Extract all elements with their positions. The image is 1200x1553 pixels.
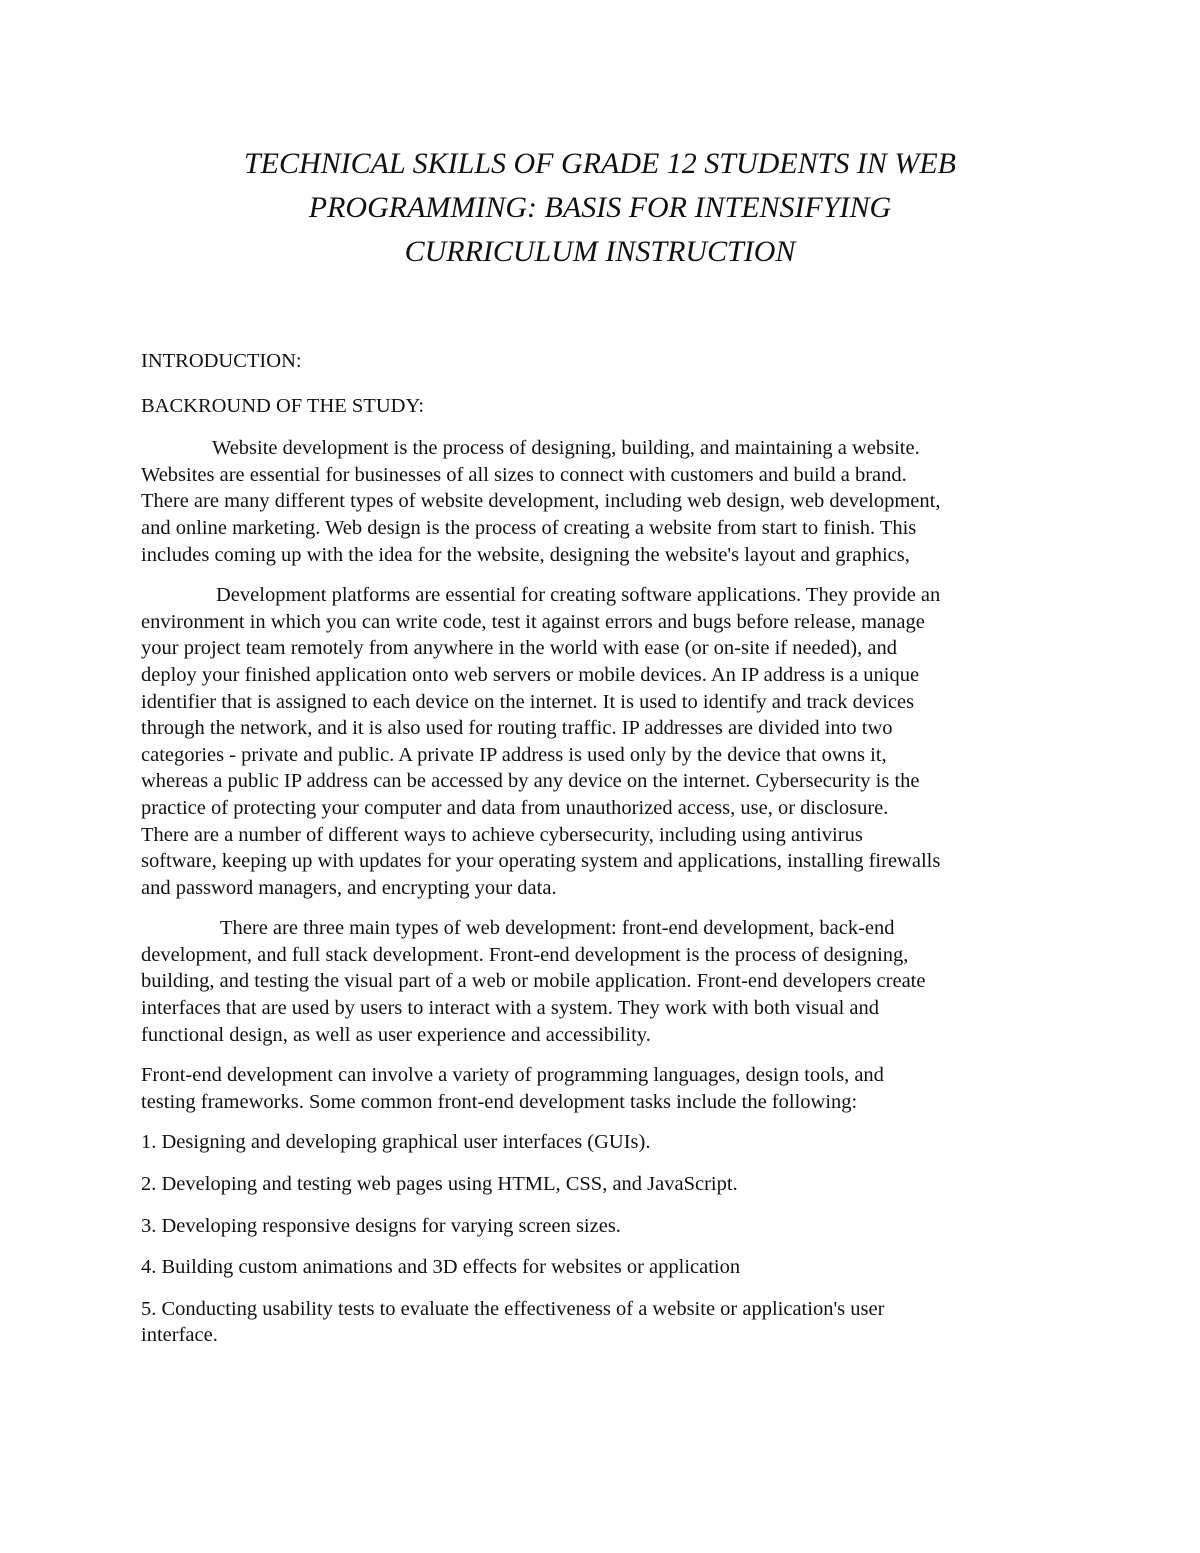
- paragraph-line: software, keeping up with updates for your operating system and applications, installing firewalls: [141, 850, 941, 873]
- paragraph-line: includes coming up with the idea for the website, designing the website's layout and graphics,: [141, 543, 910, 566]
- list-item: [141, 1254, 1061, 1281]
- list-item-text: 1. Designing and developing graphical user interfaces (GUIs).: [141, 1131, 651, 1154]
- list-item-text: interface.: [141, 1324, 218, 1347]
- paragraph-line: development, and full stack development. Front-end development is the process of designing,: [141, 943, 909, 966]
- list-item-text: 5. Conducting usability tests to evaluate the effectiveness of a website or application's user: [141, 1297, 885, 1320]
- list-item: [141, 1296, 1061, 1349]
- list-item-text: 2. Developing and testing web pages using HTML, CSS, and JavaScript.: [141, 1173, 738, 1196]
- paragraph-line: whereas a public IP address can be accessed by any device on the internet. Cybersecurity is the: [141, 770, 920, 793]
- paragraph-line: and password managers, and encrypting your data.: [141, 876, 557, 899]
- document-title: [140, 142, 1060, 274]
- document-body: [141, 348, 1061, 1364]
- paragraph-line: deploy your finished application onto web servers or mobile devices. An IP address is a unique: [141, 663, 920, 686]
- paragraph-line: and online marketing. Web design is the process of creating a website from start to finish. This: [141, 516, 917, 539]
- paragraph-line: categories - private and public. A private IP address is used only by the device that owns it,: [141, 743, 887, 766]
- list-item: [141, 1213, 1061, 1240]
- paragraph-line: through the network, and it is also used for routing traffic. IP addresses are divided into two: [141, 717, 893, 740]
- paragraph-line: testing frameworks. Some common front-end development tasks include the following:: [141, 1090, 858, 1113]
- paragraph-line: your project team remotely from anywhere in the world with ease (or on-site if needed), and: [141, 637, 897, 660]
- paragraph-line: Development platforms are essential for creating software applications. They provide an: [216, 584, 941, 607]
- list-item: [141, 1171, 1061, 1198]
- paragraph-line: There are three main types of web development: front-end development, back-end: [220, 917, 895, 940]
- paragraph-line: Websites are essential for businesses of all sizes to connect with customers and build a brand.: [141, 463, 907, 486]
- background-heading: BACKROUND OF THE STUDY:: [141, 394, 425, 417]
- paragraph-line: Front-end development can involve a variety of programming languages, design tools, and: [141, 1064, 884, 1087]
- paragraph-line: building, and testing the visual part of a web or mobile application. Front-end developers create: [141, 970, 926, 993]
- title-line: TECHNICAL SKILLS OF GRADE 12 STUDENTS IN WEB: [243, 147, 956, 180]
- paragraph-website-development: [141, 435, 1061, 568]
- list-item: [141, 1129, 1061, 1156]
- paragraph-front-end-tasks-intro: [141, 1062, 1061, 1115]
- introduction-heading: INTRODUCTION:: [141, 350, 302, 372]
- paragraph-line: Website development is the process of designing, building, and maintaining a website.: [212, 437, 920, 460]
- title-line: PROGRAMMING: BASIS FOR INTENSIFYING: [308, 191, 892, 224]
- paragraph-line: There are a number of different ways to achieve cybersecurity, including using antivirus: [141, 823, 863, 846]
- paragraph-line: There are many different types of website development, including web design, web development,: [141, 490, 941, 513]
- title-line: CURRICULUM INSTRUCTION: [404, 235, 796, 268]
- list-item-text: 3. Developing responsive designs for varying screen sizes.: [141, 1214, 621, 1237]
- list-item-text: 4. Building custom animations and 3D effects for websites or application: [141, 1256, 741, 1279]
- paragraph-line: practice of protecting your computer and data from unauthorized access, use, or disclosure.: [141, 796, 889, 819]
- paragraph-line: identifier that is assigned to each device on the internet. It is used to identify and track devices: [141, 690, 915, 713]
- paragraph-line: functional design, as well as user experience and accessibility.: [141, 1023, 651, 1046]
- paragraph-line: environment in which you can write code, test it against errors and bugs before release, manage: [141, 610, 925, 633]
- paragraph-line: interfaces that are used by users to interact with a system. They work with both visual and: [141, 997, 879, 1020]
- paragraph-development-platforms: [141, 582, 1061, 901]
- paragraph-types-of-web-development: [141, 915, 1061, 1048]
